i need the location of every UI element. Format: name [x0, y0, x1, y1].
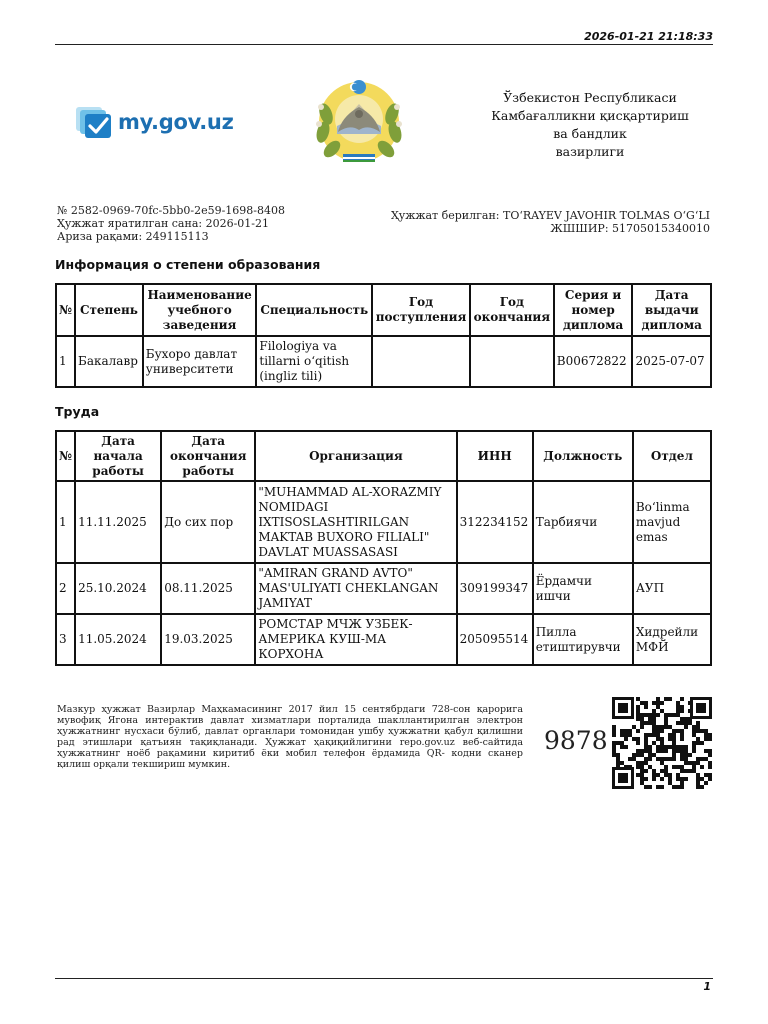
- work-table: [55, 430, 712, 666]
- education-table: [55, 283, 712, 388]
- document-meta: [57, 204, 285, 243]
- qr-code-icon: [612, 697, 712, 789]
- state-emblem-icon: [310, 74, 408, 168]
- table-cell: 25.10.2024: [75, 563, 161, 614]
- table-cell: 3: [56, 614, 75, 665]
- table-row: [56, 614, 711, 665]
- work-section-title: Труда: [55, 404, 100, 419]
- column-header: Должность: [533, 431, 633, 481]
- document-date: Ҳужжат яратилган сана: 2026-01-21: [57, 217, 270, 230]
- document-number: № 2582-0969-70fc-5bb0-2e59-1698-8408: [57, 204, 285, 217]
- ministry-line-4: вазирлиги: [555, 144, 625, 159]
- column-header: Организация: [255, 431, 456, 481]
- table-cell: Хидрейли МФЙ: [633, 614, 711, 665]
- table-cell: 1: [56, 336, 75, 387]
- mygov-check-icon: [76, 105, 112, 139]
- work-header-row: [56, 431, 711, 481]
- table-cell: Пилла етиштирувчи: [533, 614, 633, 665]
- table-row: [56, 563, 711, 614]
- table-cell: Тарбиячи: [533, 481, 633, 563]
- pinfl: ЖШШИР: 51705015340010: [550, 222, 710, 235]
- table-cell: АУП: [633, 563, 711, 614]
- mygov-logo-text: my.gov.uz: [118, 110, 234, 134]
- ministry-line-2: Камбағалликни қисқартириш: [491, 108, 689, 123]
- column-header: Дата окончания работы: [161, 431, 255, 481]
- table-cell: РОМСТАР МЧЖ УЗБЕК-АМЕРИКА КУШ-МА КОРХОНА: [255, 614, 456, 665]
- table-cell: 1: [56, 481, 75, 563]
- table-cell: "MUHAMMAD AL-XORAZMIY NOMIDAGI IXTISOSLASHTIRILGAN MAKTAB BUXORO FILIALI" DAVLAT MUASSASASI: [255, 481, 456, 563]
- table-cell: 309199347: [457, 563, 533, 614]
- table-cell: 08.11.2025: [161, 563, 255, 614]
- ministry-name: [470, 89, 710, 161]
- table-cell: Bo‘linma mavjud emas: [633, 481, 711, 563]
- table-cell: 2025-07-07: [632, 336, 711, 387]
- page-number: 1: [703, 980, 711, 993]
- table-cell: [470, 336, 554, 387]
- column-header: Наименование учебного заведения: [143, 284, 257, 336]
- table-cell: B00672822: [554, 336, 633, 387]
- qr-code-number: 9878: [544, 726, 608, 755]
- table-cell: Бухоро давлат университети: [143, 336, 257, 387]
- table-cell: 312234152: [457, 481, 533, 563]
- table-cell: [372, 336, 470, 387]
- top-divider: [55, 44, 713, 45]
- ministry-line-1: Ўзбекистон Республикаси: [503, 90, 677, 105]
- column-header: Степень: [75, 284, 143, 336]
- column-header: №: [56, 284, 75, 336]
- ministry-line-3: ва бандлик: [553, 126, 627, 141]
- table-cell: 2: [56, 563, 75, 614]
- column-header: ИНН: [457, 431, 533, 481]
- column-header: Дата выдачи диплома: [632, 284, 711, 336]
- column-header: Дата начала работы: [75, 431, 161, 481]
- column-header: Год поступления: [372, 284, 470, 336]
- table-cell: 11.11.2025: [75, 481, 161, 563]
- column-header: №: [56, 431, 75, 481]
- education-section-title: Информация о степени образования: [55, 257, 321, 272]
- recipient-meta: [391, 209, 710, 235]
- column-header: Отдел: [633, 431, 711, 481]
- table-cell: 205095514: [457, 614, 533, 665]
- column-header: Специальность: [256, 284, 372, 336]
- table-row: [56, 336, 711, 387]
- issued-to: Ҳужжат берилган: TO‘RAYEV JAVOHIR TOLMAS O‘G‘LI: [390, 209, 710, 222]
- mygov-logo: [76, 104, 234, 140]
- column-header: Год окончания: [470, 284, 554, 336]
- education-header-row: [56, 284, 711, 336]
- bottom-divider: [55, 978, 713, 979]
- table-cell: Ёрдамчи ишчи: [533, 563, 633, 614]
- table-cell: 19.03.2025: [161, 614, 255, 665]
- legal-note: Мазкур ҳужжат Вазирлар Маҳкамасининг 2017 йил 15 сентябрдаги 728-сон қарорига мувофиқ Ягона интерактив давлат хизматлари порталида шакллантирилган электрон ҳужжатнинг нусхаси бўлиб, давлат органлари томонидан ушбу ҳужжатни қабул қилишни рад этишлари қатъиян тақиқланади. Ҳужжат ҳақиқийлигини repo.gov.uz веб-сайтида ҳужжатнинг ноёб рақамини киритиб ёки мобил телефон ёрдамида QR- кодни сканер қилиш орқали текшириш мумкин.: [57, 704, 523, 770]
- table-cell: "AMIRAN GRAND AVTO" MAS'ULIYATI CHEKLANGAN JAMIYAT: [255, 563, 456, 614]
- request-number: Ариза рақами: 249115113: [57, 230, 209, 243]
- table-cell: 11.05.2024: [75, 614, 161, 665]
- table-cell: Filologiya va tillarni o‘qitish (ingliz tili): [256, 336, 372, 387]
- table-cell: Бакалавр: [75, 336, 143, 387]
- document-datetime: 2026-01-21 21:18:33: [584, 30, 713, 43]
- table-row: [56, 481, 711, 563]
- table-cell: До сих пор: [161, 481, 255, 563]
- column-header: Серия и номер диплома: [554, 284, 633, 336]
